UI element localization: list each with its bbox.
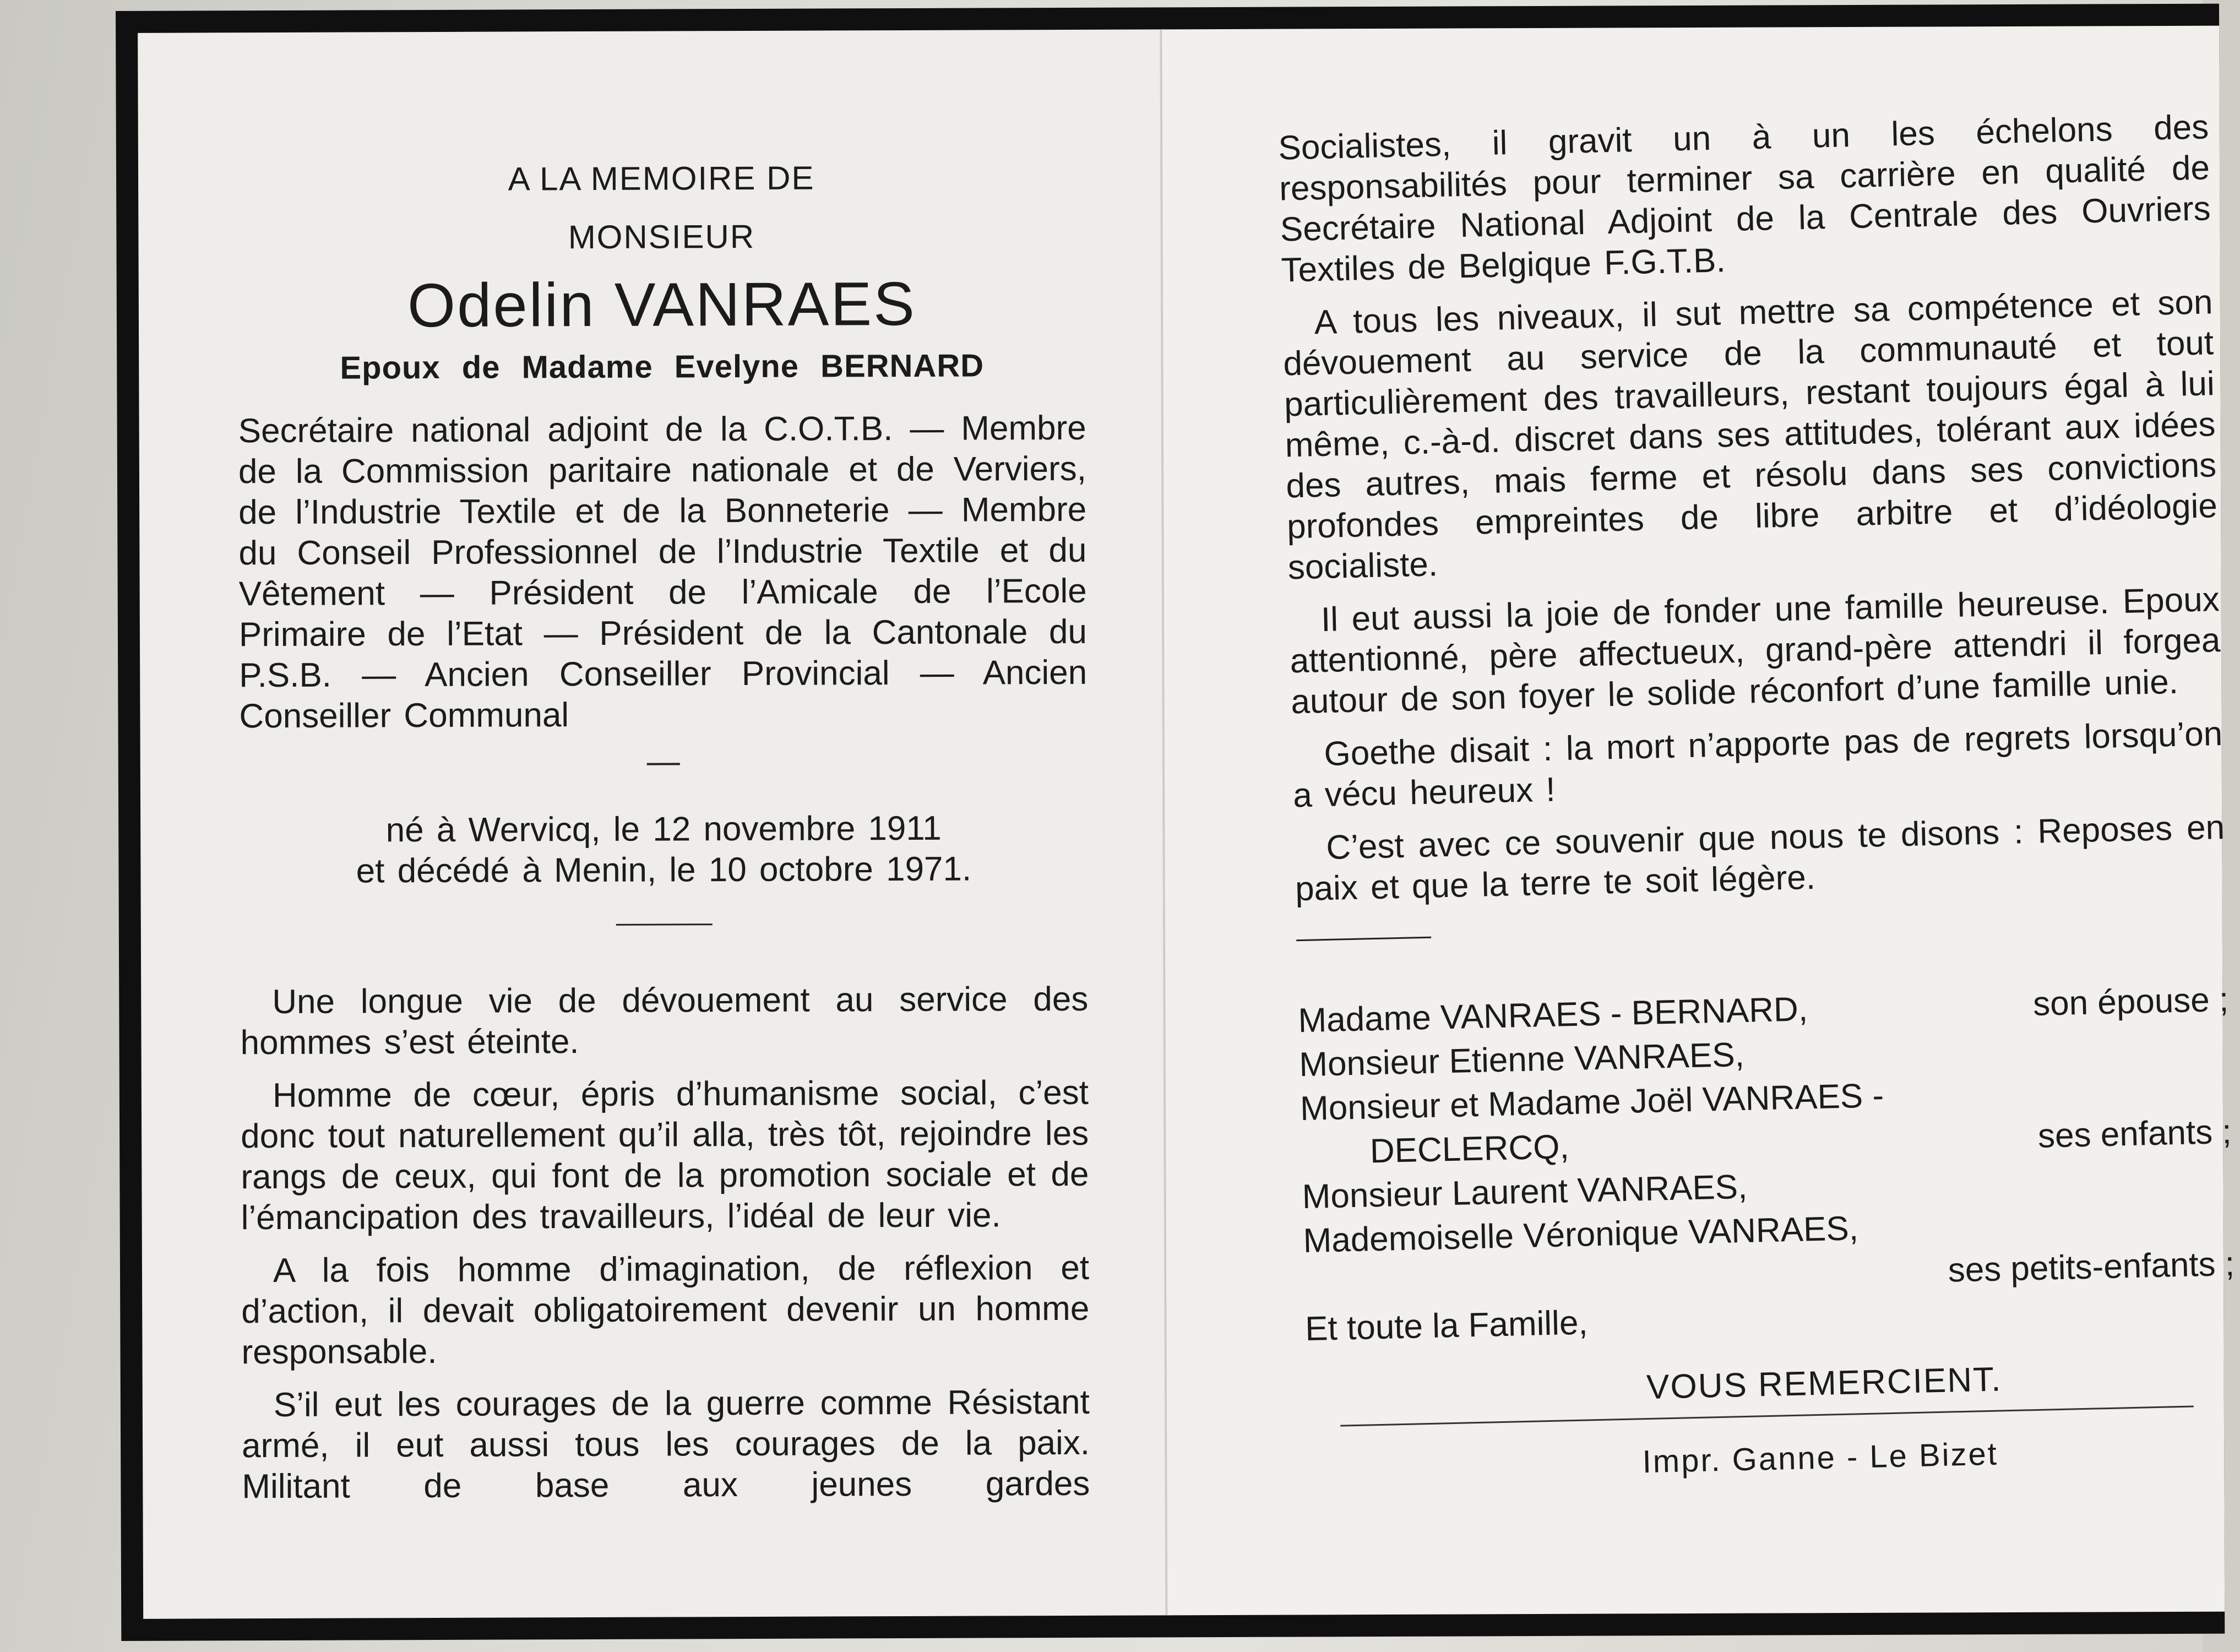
right-paragraph: Socialistes, il gravit un à un les échelons des responsabilités pour terminer sa carrière en qualité de Secrétaire National Adjoint de la Centrale des Ouvriers Textiles de Belgique F.G.T.B. bbox=[1277, 108, 2211, 290]
header-line-2: MONSIEUR bbox=[568, 218, 755, 256]
memorial-card bbox=[116, 4, 2235, 1641]
family-relation: son épouse ; bbox=[2032, 980, 2229, 1023]
biography: Secrétaire national adjoint de la C.O.T.B. — Membre de la Commission paritaire nationale et de Verviers, de l’Industrie Textile et de la Bonneterie — Membre du Conseil Professionnel de l’Industrie Textile et du Vêtement — Président de l’Amicale de l’Ecole Primaire de l’Etat — Président de la Cantonale du P.S.B. — Ancien Conseiller Provincial — Ancien Conseiller Communal bbox=[238, 409, 1088, 736]
divider bbox=[616, 923, 712, 926]
family-member: Madame VANRAES - BERNARD, bbox=[1297, 990, 1808, 1040]
right-column bbox=[1278, 107, 2239, 1490]
left-page bbox=[138, 29, 1167, 1618]
right-paragraph: Goethe disait : la mort n’apporte pas de regrets lorsqu’on a vécu heureux ! bbox=[1292, 715, 2223, 815]
right-page bbox=[1162, 26, 2235, 1616]
deceased-name: Odelin VANRAES bbox=[407, 269, 917, 340]
right-paragraph: Il eut aussi la joie de fonder une famille heureuse. Epoux attentionné, père affectueux, grand-père attendri il forgea autour de son foyer le solide réconfort d’une famille unie. bbox=[1289, 580, 2221, 721]
family-member: Monsieur et Madame Joël VANRAES - bbox=[1300, 1077, 1884, 1128]
family-relation: ses enfants ; bbox=[2037, 1112, 2232, 1155]
printer-credit: Impr. Ganne - Le Bizet bbox=[1641, 1436, 1999, 1480]
divider bbox=[1296, 937, 1431, 942]
spouse-line: Epoux de Madame Evelyne BERNARD bbox=[340, 347, 985, 386]
birth-line: né à Wervicq, le 12 novembre 1911 bbox=[385, 809, 942, 850]
left-paragraph: Une longue vie de dévouement au service des hommes s’est éteinte. bbox=[240, 980, 1089, 1062]
left-paragraph: S’il eut les courages de la guerre comme Résistant armé, il eut aussi tous les courages de la paix. Militant de base aux jeunes gardes bbox=[241, 1383, 1090, 1506]
left-paragraph: Homme de cœur, épris d’humanisme social, c’est donc tout naturellement qu’il alla, très tôt, rejoindre les rangs de ceux, qui font de la promotion sociale et de l’émancipation des travailleurs, l’idéal de leur vie. bbox=[241, 1073, 1089, 1237]
family-member: Monsieur Etienne VANRAES, bbox=[1298, 1035, 1745, 1084]
left-paragraph: A la fois homme d’imagination, de réflexion et d’action, il devait obligatoirement devenir un homme responsable. bbox=[241, 1248, 1090, 1372]
family-list bbox=[1298, 980, 2236, 1353]
left-column bbox=[237, 148, 1090, 1519]
death-line: et décédé à Menin, le 10 octobre 1971. bbox=[356, 850, 972, 890]
family-member: DECLERCQ, bbox=[1369, 1128, 1570, 1171]
family-relation: ses petits-enfants ; bbox=[1947, 1245, 2235, 1290]
dates bbox=[240, 808, 1088, 892]
short-dash bbox=[647, 763, 680, 765]
right-paragraph: C’est avec ce souvenir que nous te disons : Reposes en paix et que la terre te soit légère. bbox=[1295, 808, 2225, 909]
header-line-1: A LA MEMOIRE DE bbox=[508, 159, 815, 198]
family-member: Et toute la Famille, bbox=[1304, 1303, 1589, 1349]
family-member: Monsieur Laurent VANRAES, bbox=[1302, 1167, 1748, 1216]
right-paragraph: A tous les niveaux, il sut mettre sa compétence et son dévouement au service de la communauté et tout particulièrement des travailleurs, restant toujours égal à lui même, c.-à-d. discret dans ses attitudes, tolérant aux idées des autres, mais ferme et résolu dans ses convictions profondes empreintes de libre arbitre et d’idéologie socialiste. bbox=[1282, 283, 2218, 587]
closing-line: VOUS REMERCIENT. bbox=[1646, 1360, 2003, 1407]
family-member: Mademoiselle Véronique VANRAES, bbox=[1302, 1209, 1859, 1260]
